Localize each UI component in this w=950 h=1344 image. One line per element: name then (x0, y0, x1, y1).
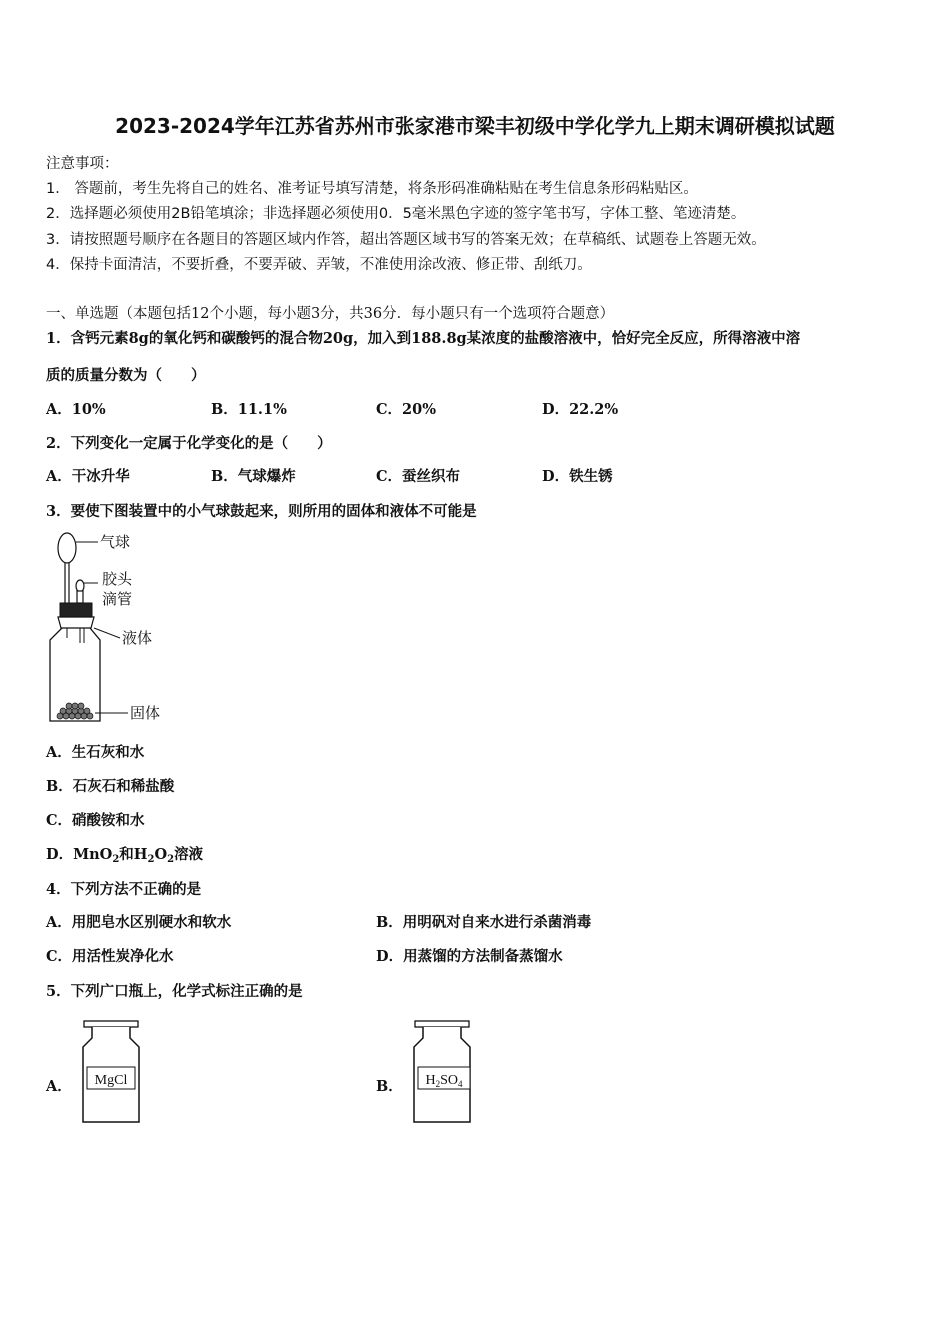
label-solid: 固体 (130, 704, 161, 722)
q2-option-a[interactable]: A．干冰升华 (46, 468, 130, 485)
question-2: 2．下列变化一定属于化学变化的是（ ） (46, 435, 332, 452)
q2-option-d[interactable]: D．铁生锈 (542, 468, 613, 485)
q5-option-b[interactable]: B． (376, 1078, 403, 1095)
jar-b-diagram (411, 1020, 475, 1124)
solid-granules-shape (57, 703, 93, 719)
q3-option-b[interactable]: B．石灰石和稀盐酸 (46, 778, 175, 795)
note-item: 2．选择题必须使用2B铅笔填涂；非选择题必须使用0．5毫米黑色字迹的签字笔书写，字体工整、笔迹清楚。 (46, 206, 746, 222)
question-5: 5．下列广口瓶上，化学式标注正确的是 (46, 983, 303, 1000)
page-title: 2023-2024学年江苏省苏州市张家港市梁丰初级中学化学九上期末调研模拟试题 (115, 114, 835, 138)
question-1-line-2: 质的质量分数为（ ） (46, 367, 206, 384)
question-1-line-1: 1．含钙元素8g的氧化钙和碳酸钙的混合物20g，加入到188.8g某浓度的盐酸溶液中，恰好完全反应，所得溶液中溶 (46, 330, 801, 347)
q4-option-a[interactable]: A．用肥皂水区别硬水和软水 (46, 914, 232, 931)
q1-option-d[interactable]: D．22.2% (542, 401, 619, 418)
label-dropper-1: 胶头 (102, 570, 133, 588)
q5-option-a[interactable]: A． (46, 1078, 72, 1095)
q4-option-d[interactable]: D．用蒸馏的方法制备蒸馏水 (376, 948, 563, 965)
q3-option-d[interactable]: D．MnO$_2$和$H_2O_2$溶液 (46, 846, 204, 865)
note-item: 1． 答题前，考生先将自己的姓名、准考证号填写清楚，将条形码准确粘贴在考生信息条形码粘贴区。 (46, 181, 698, 197)
label-dropper-2: 滴管 (102, 590, 133, 608)
question-4: 4．下列方法不正确的是 (46, 881, 202, 898)
q2-option-b[interactable]: B．气球爆炸 (211, 468, 296, 485)
q3-option-a[interactable]: A．生石灰和水 (46, 744, 145, 761)
q3-option-c[interactable]: C．硝酸铵和水 (46, 812, 145, 829)
label-liquid: 液体 (122, 629, 153, 647)
label-balloon: 气球 (100, 533, 131, 551)
q4-option-b[interactable]: B．用明矾对自来水进行杀菌消毒 (376, 914, 592, 931)
q1-option-a[interactable]: A．10% (46, 401, 106, 418)
section-heading: 一、单选题（本题包括12个小题，每小题3分，共36分．每小题只有一个选项符合题意） (46, 306, 615, 322)
notes-header: 注意事项： (46, 156, 119, 172)
balloon-apparatus-diagram (40, 528, 200, 728)
balloon-shape (58, 533, 76, 563)
question-3: 3．要使下图装置中的小气球鼓起来，则所用的固体和液体不可能是 (46, 503, 477, 520)
jar-a-label: MgCl (94, 1073, 128, 1088)
q2-option-c[interactable]: C．蚕丝织布 (376, 468, 461, 485)
q4-option-c[interactable]: C．用活性炭净化水 (46, 948, 174, 965)
q1-option-c[interactable]: C．20% (376, 401, 436, 418)
jar-b-label: $H_2SO_4$ (425, 1073, 463, 1089)
q1-option-b[interactable]: B．11.1% (211, 401, 287, 418)
dropper-bulb-shape (76, 580, 84, 592)
stopper-shape (60, 603, 92, 617)
note-item: 4．保持卡面清洁，不要折叠，不要弄破、弄皱，不准使用涂改液、修正带、刮纸刀。 (46, 257, 592, 273)
jar-a-diagram (80, 1020, 144, 1124)
note-item: 3．请按照题号顺序在各题目的答题区域内作答，超出答题区域书写的答案无效；在草稿纸、试题卷上答题无效。 (46, 232, 766, 248)
